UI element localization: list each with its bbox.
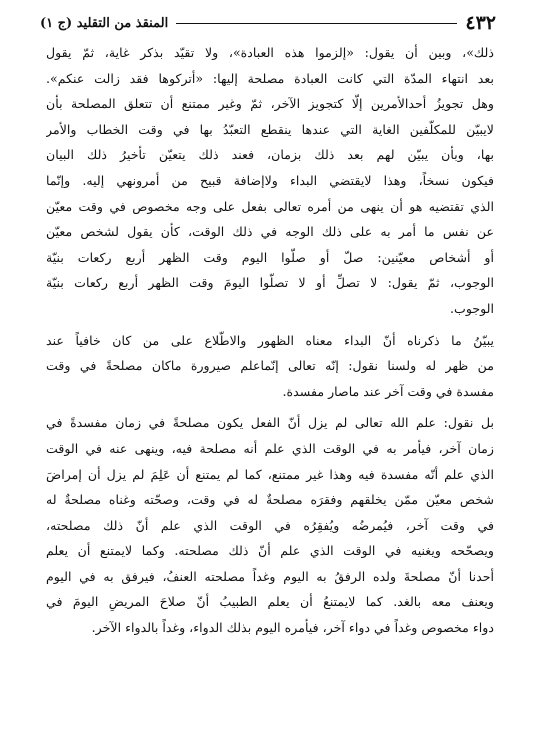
text-line: الوجوب. — [450, 300, 494, 316]
text-line: بل نقول: علم الله تعالى لم يزل أنّ الفعل يكون مصلحةً في زمان مفسدةً في — [46, 415, 494, 431]
header-rule — [176, 23, 457, 24]
text-line: الذي علم أنّه مفسدة فيه وهذا غير ممتنع، كما لم يمتنع أن عَلِمَ لم يزل أن إمراضَ — [46, 466, 494, 482]
paragraph — [46, 410, 494, 640]
text-line: زمان آخر، فيأمر به في الوقت الذي علم أنه مصلحة فيه، وينهى عنه في الوقت — [46, 440, 494, 456]
text-line: ذلك»، وبين أن يقول: «إلزموا هذه العبادة»، ولا تقيّد بذكر غاية، ثمّ يقول — [46, 45, 494, 60]
text-line: ويعنف معه بالغد. كما لايمتنعُ أن يعلم الطبيبُ أنّ صلاحَ المريضِ اليومَ في — [46, 594, 494, 610]
text-line: الوجوب، ثمّ يقول: لا تصلِّ أو لا تصلّوا اليومَ وقت الظهر أربع ركعات بنيّة — [46, 275, 494, 291]
text-line: بعد انتهاء المدّة التي كانت العبادة مصلحة إليها: «أتركوها فقد زالت عنكم». — [46, 70, 494, 86]
text-line: بها، وبأن يبيّن لهم بعد ذلك بزمان، فعند ذلك يتعيّن تأخيرُ ذلك البيان — [46, 147, 494, 163]
text-line: من ظهر له ولسنا نقول: إنّه تعالى إنّماعلم صيرورة ماكان مصلحةً في وقت — [46, 358, 494, 374]
paragraph — [46, 328, 494, 405]
text-line: مفسدة في وقت آخر عند ماصار مفسدة. — [282, 383, 494, 399]
page-header — [40, 10, 496, 36]
text-line: ويصحّحه ويغنيه في الوقت الذي علم أنّ ذلك مصلحته. وكما لايمتنع أن يعلم — [46, 543, 494, 559]
text-line: أو أشخاص معيّنين: صلّ أو صلّوا اليوم وقت الظهر أربع ركعات بنيّة — [46, 249, 494, 265]
text-line: الذي تقتضيه هو أن ينهى من أمره تعالى بفعل على وجه مخصوص في وقت معيّن — [46, 198, 494, 214]
running-title: المنقذ من التقليد (ج ١) — [40, 15, 169, 31]
text-line: دواء مخصوص وغداً في دواء آخر، فيأمره اليوم بذلك الدواء، وغداً بالدواء الآخر. — [91, 620, 494, 636]
text-line: شخص معيّن ممّن يخلقهم وفقرَه مصلحةٌ له في وقت، وصحّته وغناه مصلحةٌ له — [46, 492, 494, 508]
text-line: وهل تجويزُ أحدالأمرين إلّا كتجويز الآخر، ثمّ وغير ممتنع أن تتعلق المصلحة بأن — [46, 96, 494, 112]
text-line: في وقت آخر، فيُمرضُه ويُفقِرُه في الوقت الذي علم أنّ ذلك مصلحته، — [46, 517, 494, 533]
text-line: عن نفس ما أمر به على ذلك الوجه في ذلك الوقت، كأن يقول لشخص معيّن — [46, 224, 494, 240]
page-body — [46, 40, 494, 641]
page-number: ٤٣٢ — [465, 12, 496, 34]
text-line: يبيّنُ ما ذكرناه أنّ البداء معناه الظهور والاطّلاع على من كان خافياً عند — [46, 332, 494, 348]
text-line: لايبيّن للمكلّفين الغاية التي عندها ينقطع التعبّدُ بها في وقت الخطاب والأمر — [46, 121, 494, 137]
paragraph — [46, 40, 494, 322]
text-line: فيكون نسخاً، وهذا لايقتضي البداء ولاإضافة قبيح من أمرونهي إليه. وإنّما — [46, 172, 494, 188]
text-line: أحدنا أنّ مصلحةَ ولده الرفقُ به اليوم وغداً مصلحته العنفُ، فيرفق به في اليوم — [46, 568, 494, 584]
